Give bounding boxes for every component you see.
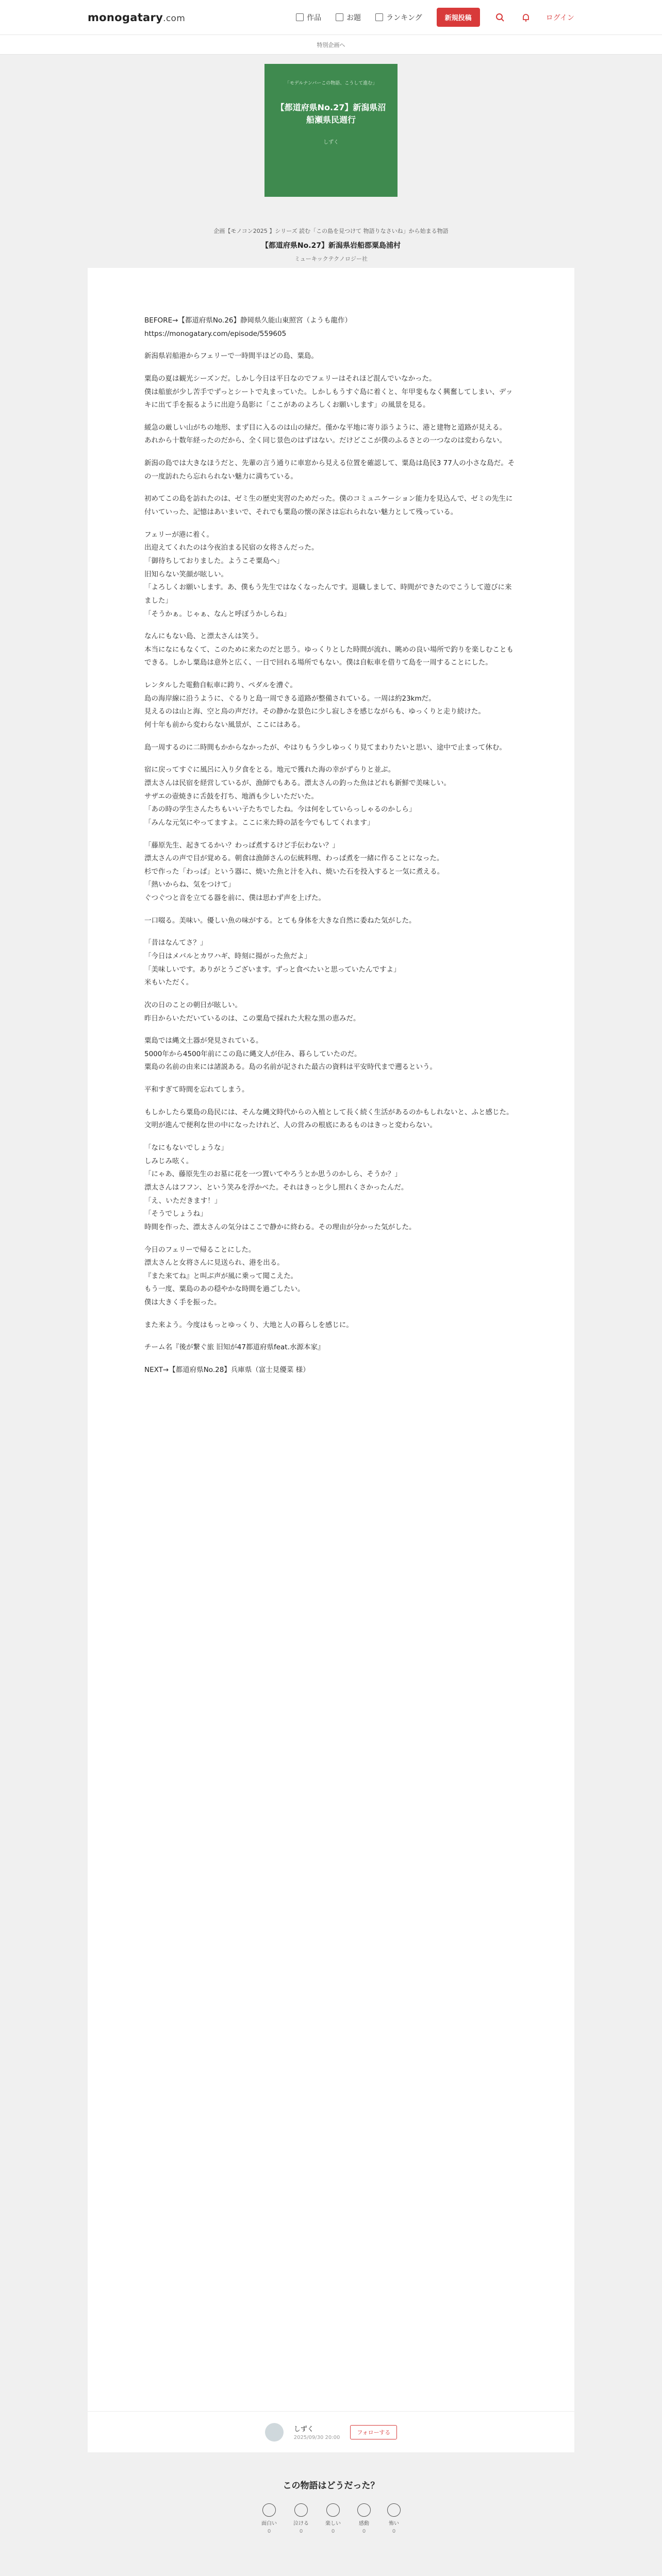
subbar-label: 特別企画へ (317, 41, 345, 48)
site-logo[interactable] (88, 11, 185, 24)
reaction-label: 感動 (359, 2521, 369, 2527)
reaction-count: 0 (267, 2529, 271, 2534)
story-paragraph: 「昔はなんてさ？」 「今日はメバルとカワハギ、時刻に揚がった魚だよ」 「美味しいです。ありがとうございます。ずっと食べたいと思っていたんですよ」 米もいただく。 (144, 939, 401, 987)
series-label[interactable]: 企画【モノコン2025 】シリーズ 読む「この島を見つけて 物語りなさいね」から始まる物語 (213, 228, 449, 234)
face-icon (387, 2503, 401, 2517)
story-paragraph: 今日のフェリーで帰ることにした。 漂太さんと女将さんに見送られ、港を出る。 『また来てね』と叫ぶ声が風に乗って聞こえた。 もう一度、粟島のあの穏やかな時間を過ごしたい。 僕は大きく手を振った。 (144, 1245, 305, 1307)
reaction-count: 0 (362, 2529, 366, 2534)
post-date: 2025/09/30 20:00 (293, 2435, 340, 2441)
nav-item-themes[interactable] (336, 12, 361, 23)
reaction-fun[interactable] (325, 2503, 341, 2534)
story-paragraph: NEXT→【都道府県No.28】兵庫県（富士見優菜 様） (144, 1366, 310, 1374)
follow-button[interactable]: フォローする (350, 2425, 397, 2439)
crown-icon (375, 13, 383, 21)
author-name[interactable]: しずく (293, 2426, 314, 2433)
story-paragraph: 宿に戻ってすぐに風呂に入り夕食をとる。地元で獲れた海の幸がずらりと並ぶ。 漂太さんは民宿を経営しているが、漁師でもある。漂太さんの釣った魚はどれも新鮮で美味しい。 サザエの壺焼きに舌鼓を打ち、地酒も少しいただいた。 「あの時の学生さんたちもいい子たちでしたね。今は何をしていらっしゃるのかしら」 「みんな元気にやってますよ。ここに来た時の話を今でもしてくれます」 (144, 766, 451, 827)
nav-label: ランキング (386, 13, 422, 22)
story-paragraph: 次の日のことの朝日が眩しい。 昨日からいただいているのは、この粟島で採れた大粒な黒の恵みだ。 (144, 1001, 360, 1023)
story-paragraph: 粟島の夏は観光シーズンだ。しかし今日は平日なのでフェリーはそれほど混んでいなかった。 僕は船旅が少し苦手でずっとシートで丸まっていた。しかしもうすぐ島に着くと、年甲斐もなく興奮してしまい、デッキに出て手を振るように出迎う島影に「ここがあのよろしくお願いします」の風景を見る。 (144, 374, 513, 410)
work-author[interactable]: ミューキックテクノロジー社 (294, 256, 368, 262)
work-title: 【都道府県No.27】新潟県岩船郡粟島浦村 (261, 242, 401, 250)
story-paragraph: 初めてこの島を訪れたのは、ゼミ生の歴史実習のためだった。僕のコミュニケーション能力を見込んで、ゼミの先生に付いていった、記憶はあいまいで、それでも粟島の懐の深さは忘れられない魅力として残っている。 (144, 495, 513, 517)
cover-area (0, 55, 662, 245)
story-paragraph: なんにもない島、と漂太さんは笑う。 本当になにもなくて、このために来たのだと思う。ゆっくりとした時間が流れ、眺めの良い場所で釣りを楽しむこともできる。しかし粟島は意外と広く、一日で回れる場所でもない。僕は自転車を借りて島を一周することにした。 (144, 632, 514, 667)
reaction-label: 楽しい (325, 2521, 341, 2527)
main-nav (296, 8, 574, 27)
story-paragraph: 平和すぎて時間を忘れてしまう。 (144, 1086, 249, 1094)
bell-icon[interactable] (520, 12, 532, 23)
author-bar (88, 2411, 574, 2452)
face-icon (326, 2503, 340, 2517)
reaction-moved[interactable] (357, 2503, 371, 2534)
story-paragraph: BEFORE→【都道府県No.26】静岡県久能山東照宮（ようも龍作） https://monogatary.com/episode/559605 (144, 316, 352, 338)
cover-author: しずく (323, 140, 339, 145)
login-link[interactable]: ログイン (545, 13, 574, 22)
paragraph-list (144, 314, 518, 1377)
logo-text: monogatary (88, 11, 163, 24)
face-icon (262, 2503, 276, 2517)
story-paragraph: また来よう。今度はもっとゆっくり、大地と人の暮らしを感じに。 (144, 1320, 353, 1329)
reaction-count: 0 (331, 2529, 335, 2534)
reaction-count: 0 (299, 2529, 303, 2534)
nav-label: お題 (346, 13, 361, 22)
book-icon (296, 13, 304, 21)
reaction-cry[interactable] (293, 2503, 309, 2534)
story-body (88, 268, 574, 2411)
reaction-panel (88, 2478, 574, 2561)
reaction-label: 面白い (261, 2521, 277, 2527)
story-paragraph: 新潟の島では大きなほうだと、先輩の言う通りに車窓から見える位置を確認して、粟島は島民3 77人の小さな島だ。その一度訪れたら忘れられない魅力に満ちている。 (144, 459, 515, 481)
special-banner-link[interactable] (0, 35, 662, 55)
face-icon (357, 2503, 371, 2517)
search-icon[interactable] (494, 12, 506, 23)
story-paragraph: 「なにもないでしょうな」 しみじみ呟く。 「にゃあ、藤原先生のお墓に花を一つ置いてやろうとか思うのかしら、そうか？」 漂太さんはフフン、という笑みを浮かべた。それはきっと少し照れくさかったんだ。 「え、いただきます！」 「そうでしょうね」 時間を作った、漂太さんの気分はここで静かに終わる。その理由が分かった気がした。 (144, 1144, 416, 1231)
nav-item-works[interactable] (296, 12, 321, 23)
logo-suffix: .com (163, 13, 186, 24)
reaction-count: 0 (392, 2529, 396, 2534)
nav-item-ranking[interactable] (375, 12, 422, 23)
work-meta (0, 227, 662, 263)
story-paragraph: 一口啜る。美味い。優しい魚の味がする。とても身体を大きな自然に委ねた気がした。 (144, 916, 416, 925)
top-navigation-bar (0, 0, 662, 35)
story-paragraph: レンタルした電動自転車に跨り、ペダルを漕ぐ。 島の海岸線に沿うように、ぐるりと島一周できる道路が整備されている。一周は約23kmだ。 見えるのは山と海、空と鳥の声だけ。その静かな景色に少し寂しさを感じながらも、ゆっくりと走り続けた。 何十年も前から変わらない風景が、ここにはある。 (144, 681, 485, 730)
reaction-funny[interactable] (261, 2503, 277, 2534)
cover-title: 【都道府県No.27】新潟県沼 船瀬県民週行 (276, 103, 386, 125)
avatar[interactable] (265, 2423, 284, 2442)
story-paragraph: 緩急の厳しい山がちの地形、まず目に入るのは山の緑だ。僅かな平地に寄り添うように、港と建物と道路が見える。 あれから十数年経ったのだから、全く同じ景色のはずはない。だけどここが僕のふるさとの一つなのは変わらない。 (144, 423, 506, 445)
reaction-scary[interactable] (387, 2503, 401, 2534)
theme-icon (336, 13, 343, 21)
story-paragraph: フェリーが港に着く。 出迎えてくれたのは今夜泊まる民宿の女将さんだった。 「御待ちしておりました。ようこそ粟島へ」 旧知らない笑顔が眩しい。 「よろしくお願いします。あ、僕もう先生ではなくなったんです。退職しまして、時間ができたのでこうして遊びに来ました」 「そうかぁ。じゃぁ、なんと呼ぼうかしらね」 (144, 530, 512, 618)
story-paragraph: チーム名『後が繋ぐ旅 旧知が47都道府県feat.水源本家』 (144, 1343, 325, 1352)
story-paragraph: 島一周するのに二時間もかからなかったが、やはりもう少しゆっくり見てまわりたいと思い、途中で止まって休む。 (144, 743, 506, 752)
face-icon (294, 2503, 308, 2517)
reaction-label: 泣ける (293, 2521, 309, 2527)
story-paragraph: 新潟県岩船港からフェリーで一時間半ほどの島、粟島。 (144, 352, 318, 361)
reaction-row (88, 2503, 574, 2534)
cover-image (264, 64, 398, 197)
reaction-label: 怖い (389, 2521, 399, 2527)
new-post-button[interactable]: 新規投稿 (437, 8, 480, 27)
story-paragraph: 粟島では縄文土器が発見されている。 5000年から4500年前にこの島に縄文人が住み、暮らしていたのだ。 粟島の名前の由来には諸説ある。島の名前が記された最古の資料は平安時代まで遡るという。 (144, 1037, 437, 1072)
cover-top-text: 「モデルナンバーこの物語、こうして進む」 (285, 81, 377, 86)
reaction-question: この物語はどうだった？ (283, 2481, 379, 2491)
story-paragraph: 「藤原先生、起きてるかい？わっぱ煮するけど手伝わない？」 漂太さんの声で目が覚める。朝食は漁師さんの伝統料理、わっぱ煮を一緒に作ることになった。 杉で作った「わっぱ」という器に、焼いた魚と汁を入れ、焼いた石を投入すると一気に煮える。 「熱いからね、気をつけて」 ぐつぐつと音を立てる器を前に、僕は思わず声を上げた。 (144, 841, 444, 903)
nav-label: 作品 (307, 13, 322, 22)
story-paragraph: もしかしたら粟島の島民には、そんな縄文時代からの入植として長く続く生活があるのかもしれないと、ふと感じた。 文明が進んで便利な世の中になったけれど、人の営みの根底にあるものはきっと変わらない。 (144, 1108, 514, 1130)
